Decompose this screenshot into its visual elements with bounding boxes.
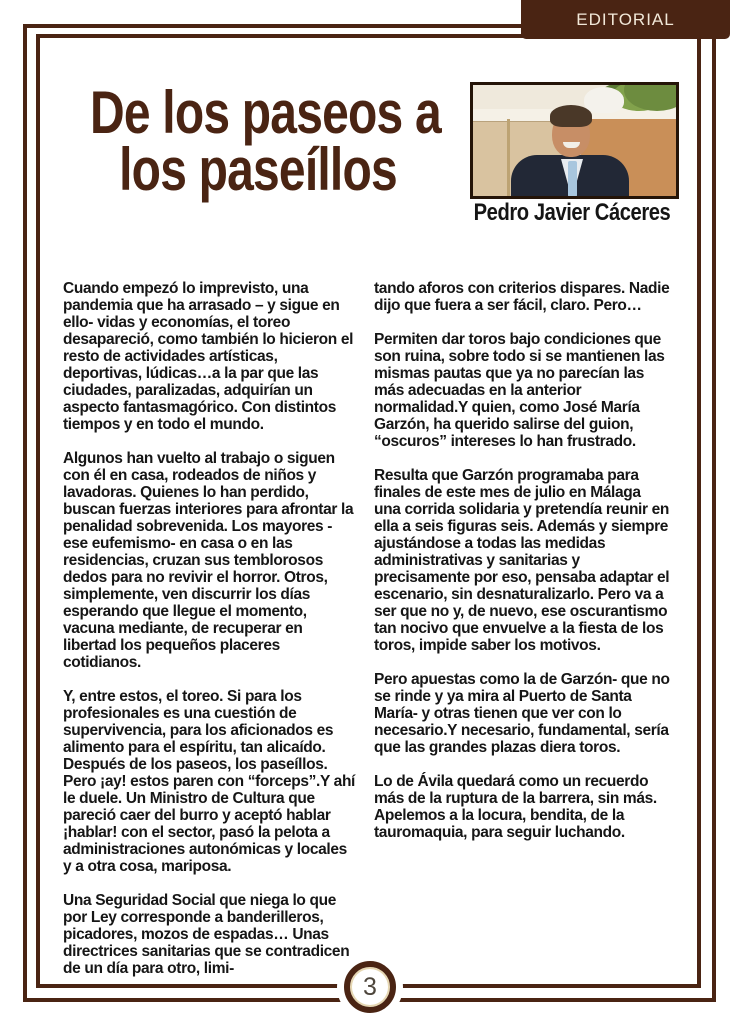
author-name: Pedro Javier Cáceres: [473, 199, 671, 226]
photo-vase: [584, 87, 624, 113]
page-title: [90, 79, 441, 203]
photo-man-tie: [568, 161, 577, 197]
section-label: EDITORIAL: [576, 9, 675, 29]
title-line-2: los paseíllos: [119, 136, 397, 203]
paragraph: Pero apuestas como la de Garzón- que no se rinde y ya mira al Puerto de Santa María- y otras tienen que ver con lo necesario.Y necesario, fundamental, sería que las grandes plazas diera toros.: [374, 671, 670, 756]
title-line-1: De los paseos a: [90, 79, 441, 146]
photo-panel-line: [507, 119, 510, 199]
paragraph: Cuando empezó lo imprevisto, una pandemia que ha arrasado – y sigue en ello- vidas y economías, el toreo desapareció, como también lo hicieron el resto de actividades artísticas, deportivas, lúdicas…a la par que las ciudades, paralizadas, adquirían un aspecto fantasmagórico. Con distintos tiempos y en todo el mundo.: [63, 280, 354, 433]
section-tab: [521, 0, 730, 39]
article-column-1: [63, 280, 359, 994]
paragraph: Y, entre estos, el toreo. Si para los profesionales es una cuestión de supervivencia, para los aficionados es alimento para el espíritu, tan alicaído. Después de los paseos, los paseíllos. Pero ¡ay! estos paren con “forceps”.Y ahí le duele. Un Ministro de Cultura que pareció caer del burro y aceptó hablar ¡hablar! con el sector, pasó la pelota a administraciones autonómicas y locales y a otra cosa, mariposa.: [63, 688, 356, 875]
paragraph: Resulta que Garzón programaba para finales de este mes de julio en Málaga una corrida solidaria y pretendía reunir en ella a seis figuras seis. Además y siempre ajustándose a todas las medidas administrativas y sanitarias y precisamente por eso, pensaba adaptar el escenario, sin desnaturalizarlo. Pero va a ser que no y, de nuevo, ese oscurantismo tan nocivo que envuelve a la fiesta de los toros, impide saber los motivos.: [374, 467, 670, 654]
paragraph: Lo de Ávila quedará como un recuerdo más de la ruptura de la barrera, sin más. Apelemos a la locura, bendita, de la tauromaquia, para seguir luchando.: [374, 773, 657, 841]
article-body: [63, 280, 670, 994]
page-number-badge: [337, 954, 403, 1020]
paragraph: Permiten dar toros bajo condiciones que son ruina, sobre todo si se mantienen las mismas pautas que ya no parecían las más adecuadas en la anterior normalidad.Y quien, como José María Garzón, ha querido salirse del guion, “oscuros” intereses lo han frustrado.: [374, 331, 665, 450]
photo-man-hair: [550, 105, 592, 127]
page-number-ring: [344, 961, 396, 1013]
author-photo: [470, 82, 679, 199]
page-number: 3: [363, 972, 377, 1001]
paragraph: Una Seguridad Social que niega lo que por Ley corresponde a banderilleros, picadores, mozos de espadas… Unas directrices sanitarias que se contradicen de un día para otro, limi-: [63, 892, 350, 977]
paragraph: tando aforos con criterios dispares. Nadie dijo que fuera a ser fácil, claro. Pero…: [374, 280, 670, 314]
paragraph: Algunos han vuelto al trabajo o siguen con él en casa, rodeados de niños y lavadoras. Quienes lo han perdido, buscan fuerzas interiores para afrontar la penalidad sobrevenida. Los mayores - ese eufemismo- en casa o en las residencias, cruzan sus temblorosos dedos para no revivir el horror. Otros, simplemente, ven discurrir los días esperando que llegue el momento, vacuna mediante, de recuperar en libertad los pequeños placeres cotidianos.: [63, 450, 354, 671]
article-column-2: [374, 280, 670, 994]
